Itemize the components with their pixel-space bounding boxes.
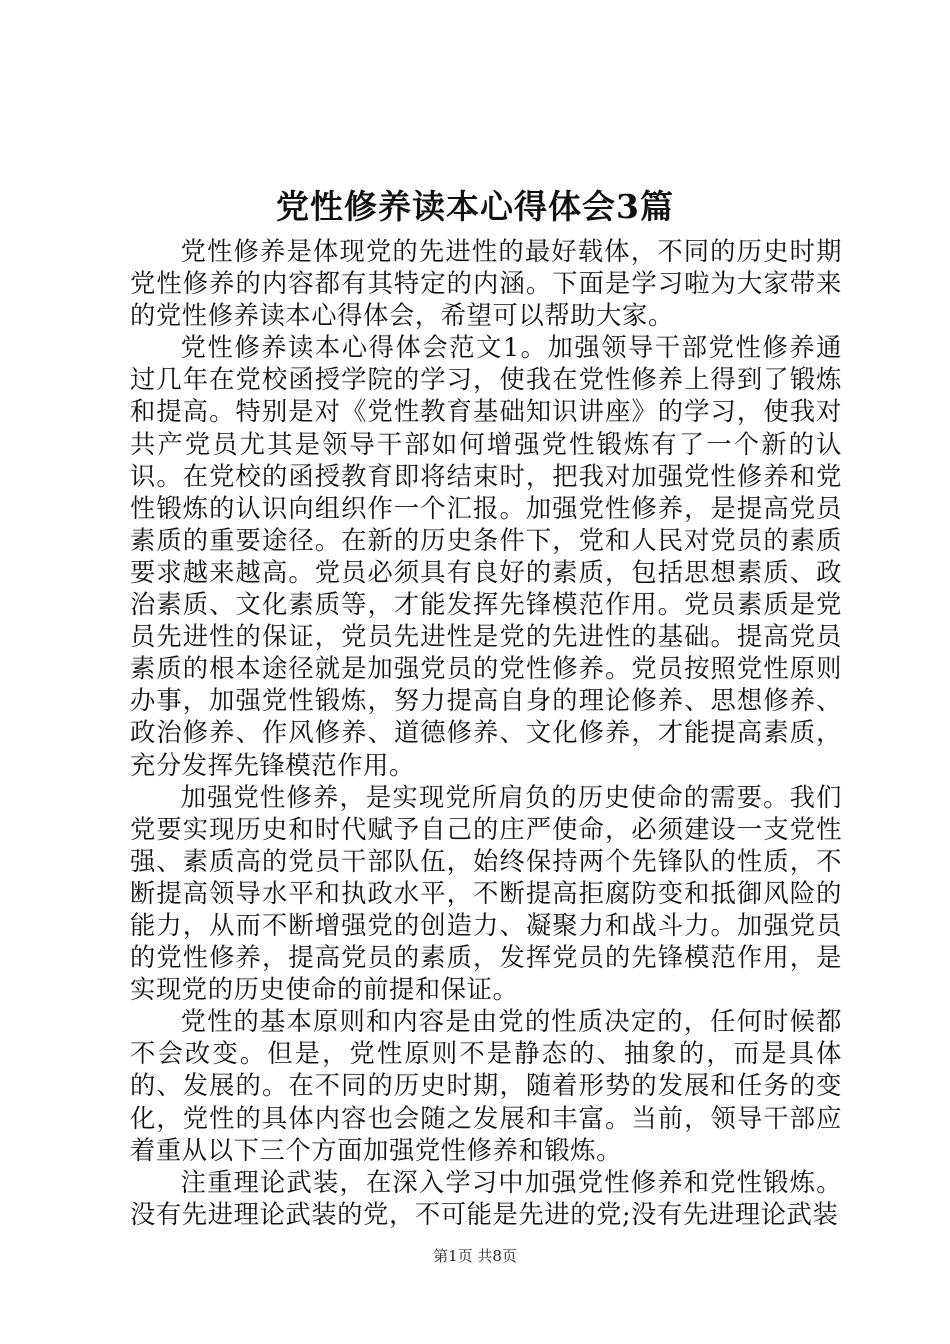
page-footer: 第1页 共8页 <box>433 1247 517 1265</box>
paragraph-1: 党性修养读本心得体会范文1。加强领导干部党性修养通过几年在党校函授学院的学习，使我在党性修养上得到了锻炼和提高。特别是对《党性教育基础知识讲座》的学习，使我对共产党员尤其是领导干部如何增强党性锻炼有了一个新的认识。在党校的函授教育即将结束时，把我对加强党性修养和党性锻炼的认识向组织作一个汇报。加强党性修养，是提高党员素质的重要途径。在新的历史条件下，党和人民对党员的素质要求越来越高。党员必须具有良好的素质，包括思想素质、政治素质、文化素质等，才能发挥先锋模范作用。党员素质是党员先进性的保证，党员先进性是党的先进性的基础。提高党员素质的根本途径就是加强党员的党性修养。党员按照党性原则办事，加强党性锻炼，努力提高自身的理论修养、思想修养、政治修养、作风修养、道德修养、文化修养，才能提高素质，充分发挥先锋模范作用。 <box>130 333 842 780</box>
paragraph-4: 注重理论武装，在深入学习中加强党性修养和党性锻炼。没有先进理论武装的党，不可能是先进的党;没有先进理论武装 <box>130 1167 842 1229</box>
paragraph-intro: 党性修养是体现党的先进性的最好载体，不同的历史时期党性修养的内容都有其特定的内涵。下面是学习啦为大家带来的党性修养读本心得体会，希望可以帮助大家。 <box>130 237 842 331</box>
document-title: 党性修养读本心得体会3篇 <box>276 187 674 226</box>
document-body <box>130 236 842 1231</box>
paragraph-2: 加强党性修养，是实现党所肩负的历史使命的需要。我们党要实现历史和时代赋予自己的庄严使命，必须建设一支党性强、素质高的党员干部队伍，始终保持两个先锋队的性质，不断提高领导水平和执政水平，不断提高拒腐防变和抵御风险的能力，从而不断增强党的创造力、凝聚力和战斗力。加强党员的党性修养，提高党员的素质，发挥党员的先锋模范作用，是实现党的历史使命的前提和保证。 <box>130 782 842 1005</box>
paragraph-3: 党性的基本原则和内容是由党的性质决定的，任何时候都不会改变。但是，党性原则不是静态的、抽象的，而是具体的、发展的。在不同的历史时期，随着形势的发展和任务的变化，党性的具体内容也会随之发展和丰富。当前，领导干部应着重从以下三个方面加强党性修养和锻炼。 <box>130 1007 842 1165</box>
